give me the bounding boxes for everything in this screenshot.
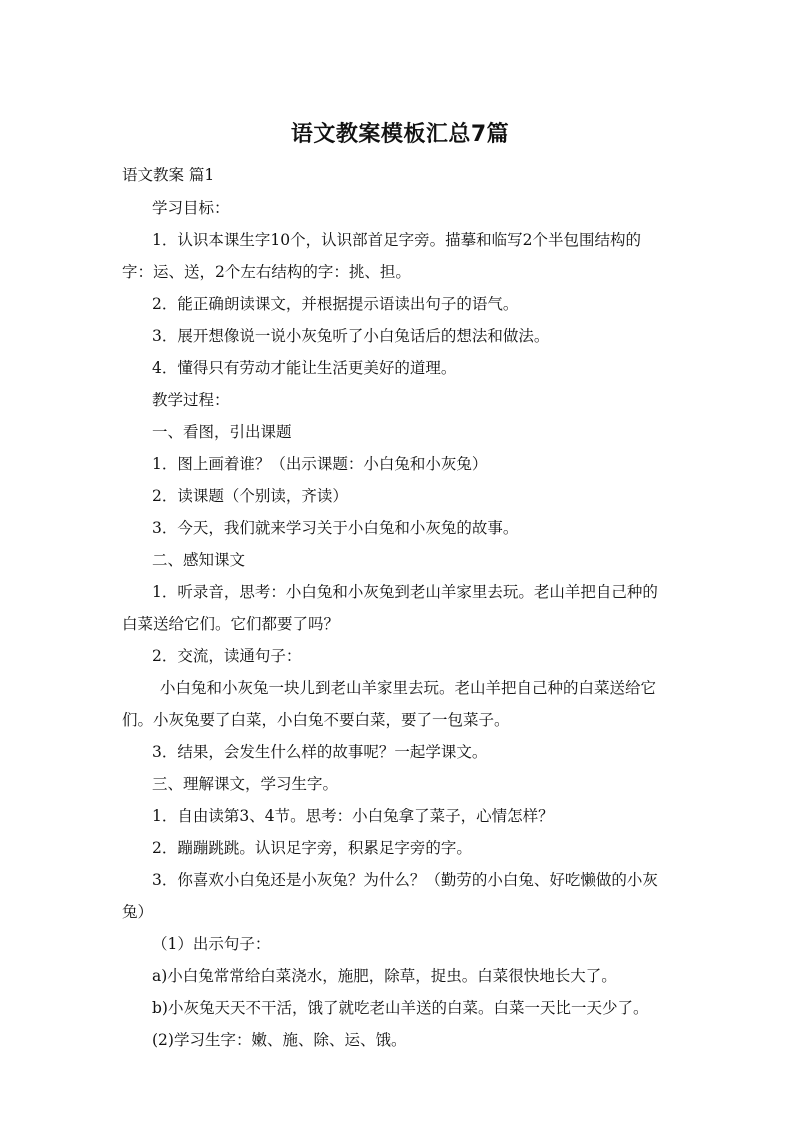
- paragraph-line: 3．结果，会发生什么样的故事呢？一起学课文。: [152, 743, 488, 761]
- paragraph-line: a)小白兔常常给白菜浇水，施肥，除草，捉虫。白菜很快地长大了。: [152, 967, 617, 985]
- subheading-process: 教学过程：: [152, 391, 230, 409]
- paragraph-line: 2．交流，读通句子：: [152, 647, 302, 665]
- paragraph-line: 3．你喜欢小白兔还是小灰兔？为什么？（勤劳的小白兔、好吃懒做的小灰: [152, 871, 658, 889]
- paragraph-line: 2．蹦蹦跳跳。认识足字旁，积累足字旁的字。: [152, 839, 472, 857]
- paragraph-line: 1．认识本课生字10个，认识部首足字旁。描摹和临写2个半包围结构的: [152, 231, 641, 249]
- section-heading: 一、看图，引出课题: [152, 423, 292, 441]
- paragraph-line: 1．图上画着谁？（出示课题：小白兔和小灰兔）: [152, 455, 488, 473]
- section-heading: 三、理解课文，学习生字。: [152, 775, 339, 793]
- paragraph-line: 兔）: [122, 903, 154, 921]
- paragraph-line: 白菜送给它们。它们都要了吗？: [122, 615, 340, 633]
- paragraph-line: 2．能正确朗读课文，并根据提示语读出句子的语气。: [152, 295, 519, 313]
- paragraph-line: 1．听录音，思考：小白兔和小灰兔到老山羊家里去玩。老山羊把自己种的: [152, 583, 658, 601]
- section-heading: 二、感知课文: [152, 551, 246, 569]
- paragraph-line: 小白兔和小灰兔一块儿到老山羊家里去玩。老山羊把自己种的白菜送给它: [160, 679, 657, 697]
- paragraph-line: 字：运、送，2个左右结构的字：挑、担。: [122, 263, 411, 281]
- paragraph-line: 们。小灰兔要了白菜，小白兔不要白菜，要了一包菜子。: [122, 711, 510, 729]
- paragraph-line: b)小灰兔天天不干活，饿了就吃老山羊送的白菜。白菜一天比一天少了。: [152, 999, 649, 1017]
- paragraph-line: 3．今天，我们就来学习关于小白兔和小灰兔的故事。: [152, 519, 519, 537]
- section-heading: 语文教案 篇1: [122, 166, 215, 184]
- subheading-objectives: 学习目标：: [152, 199, 230, 217]
- paragraph-line: （1）出示句子：: [152, 935, 271, 953]
- document-title: 语文教案模板汇总7篇: [290, 122, 510, 147]
- paragraph-line: 3．展开想像说一说小灰兔听了小白兔话后的想法和做法。: [152, 327, 550, 345]
- paragraph-line: 1．自由读第3、4节。思考：小白兔拿了菜子，心情怎样？: [152, 807, 554, 825]
- paragraph-line: 2．读课题（个别读，齐读）: [152, 487, 348, 505]
- paragraph-line: (2)学习生字：嫩、施、除、运、饿。: [152, 1031, 407, 1049]
- paragraph-line: 4．懂得只有劳动才能让生活更美好的道理。: [152, 359, 457, 377]
